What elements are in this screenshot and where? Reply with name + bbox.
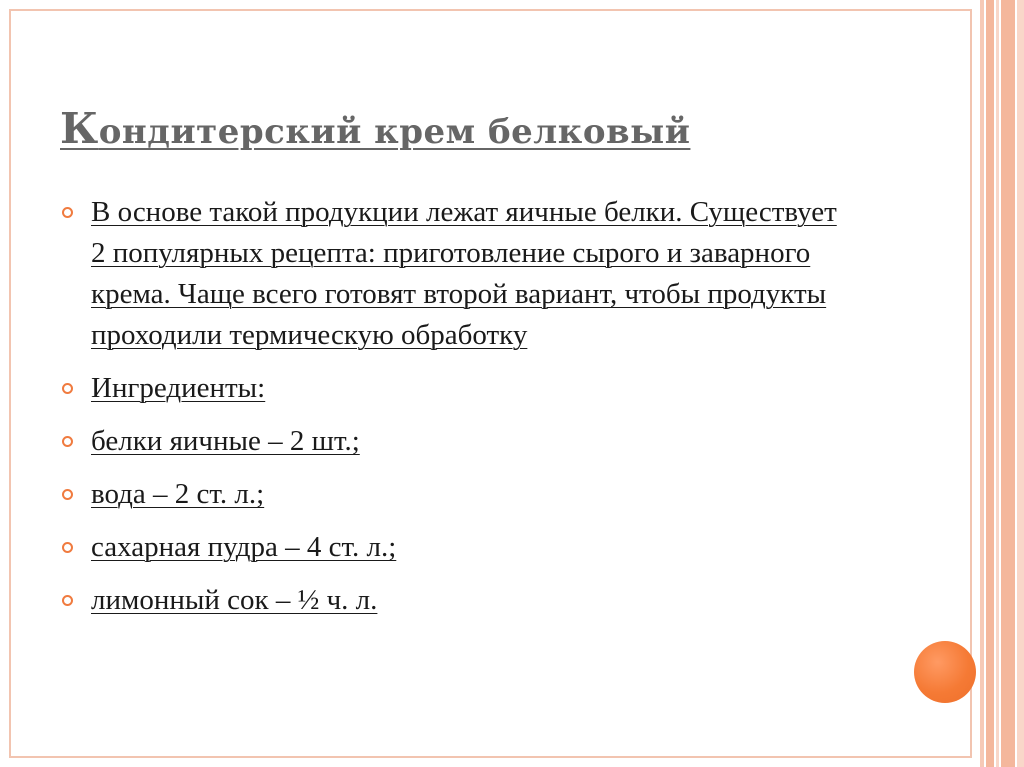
list-item: [62, 192, 852, 356]
list-item-text: В основе такой продукции лежат яичные белки. Существует 2 популярных рецепта: приготовление сырого и заварного крема. Чаще всего готовят второй вариант, чтобы продукты проходили термическую обработку: [91, 196, 837, 351]
bullet-circle-icon: [62, 595, 73, 606]
bullet-circle-icon: [62, 436, 73, 447]
slide-title-initial: К: [60, 104, 99, 153]
decor-stripe: [1001, 0, 1015, 767]
bullet-circle-icon: [62, 383, 73, 394]
list-item: [62, 580, 852, 621]
list-item-text: Ингредиенты:: [91, 372, 266, 404]
decor-stripe: [996, 0, 999, 767]
slide-title: [60, 104, 690, 153]
bullet-list: [62, 192, 852, 633]
list-item-text: вода – 2 ст. л.;: [91, 478, 265, 510]
list-item: [62, 368, 852, 409]
list-item: [62, 421, 852, 462]
decor-stripe: [980, 0, 984, 767]
decor-orb: [914, 641, 976, 703]
bullet-circle-icon: [62, 489, 73, 500]
list-item-text: сахарная пудра – 4 ст. л.;: [91, 531, 397, 563]
decor-stripe: [986, 0, 994, 767]
list-item: [62, 474, 852, 515]
list-item-text: белки яичные – 2 шт.;: [91, 425, 360, 457]
bullet-circle-icon: [62, 542, 73, 553]
decor-stripe: [1017, 0, 1024, 767]
list-item-text: лимонный сок – ½ ч. л.: [91, 584, 378, 616]
list-item: [62, 527, 852, 568]
bullet-circle-icon: [62, 207, 73, 218]
slide-title-rest: ондитерский крем белковый: [98, 112, 691, 152]
